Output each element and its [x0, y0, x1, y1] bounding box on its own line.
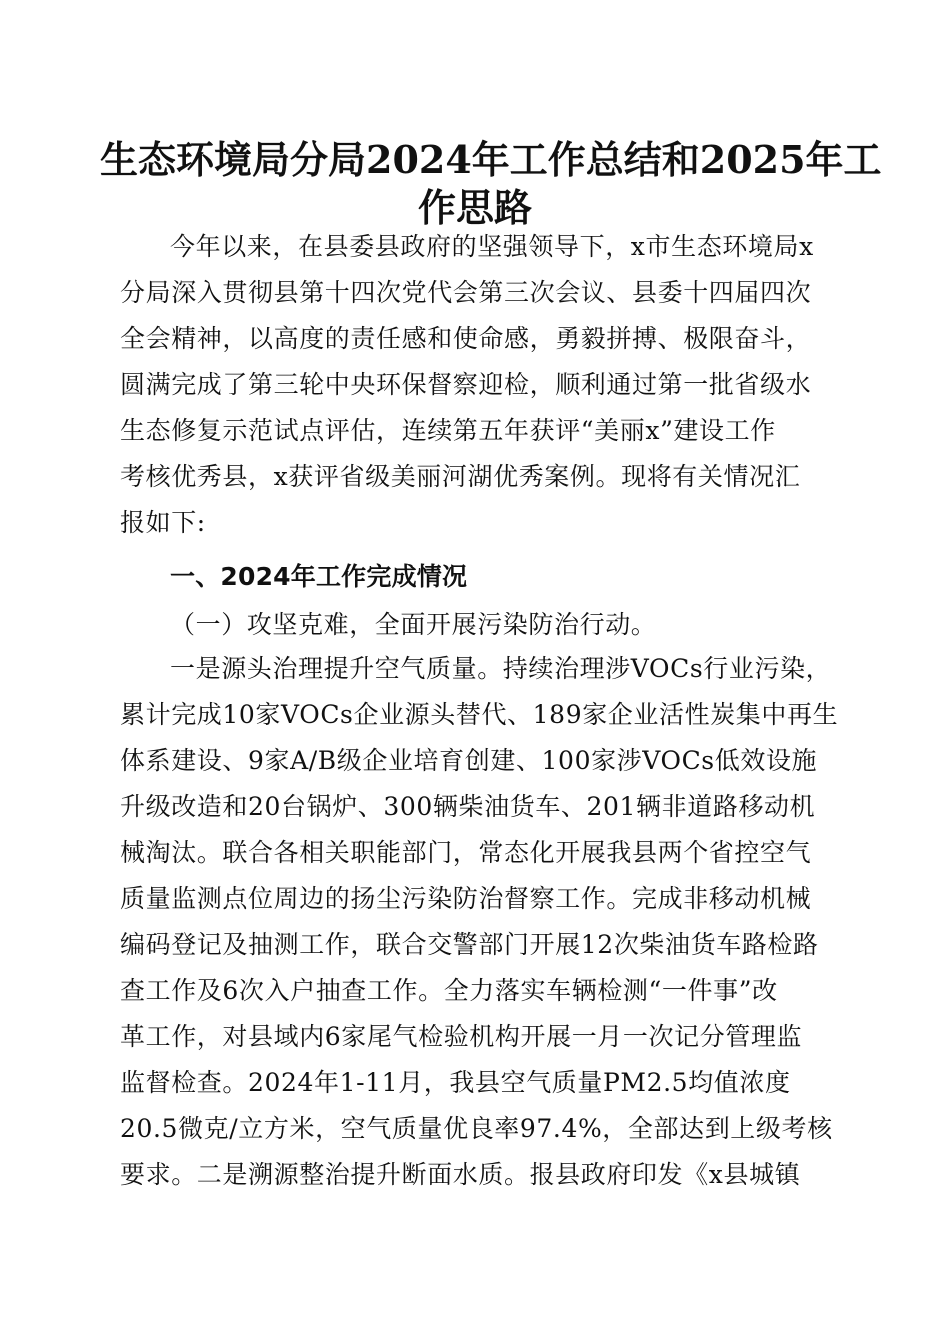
- paragraph-line: 体系建设、9家A/B级企业培育创建、100家涉VOCs低效设施: [120, 746, 818, 775]
- paragraph-line: 要求。二是溯源整治提升断面水质。报县政府印发《x县城镇: [120, 1160, 801, 1189]
- paragraph-line: 今年以来，在县委县政府的坚强领导下，x市生态环境局x: [170, 232, 814, 261]
- paragraph-line: 质量监测点位周边的扬尘污染防治督察工作。完成非移动机械: [120, 884, 812, 913]
- paragraph-line: 编码登记及抽测工作，联合交警部门开展12次柴油货车路检路: [120, 930, 819, 959]
- paragraph-line: 监督检查。2024年1-11月，我县空气质量PM2.5均值浓度: [120, 1068, 791, 1097]
- paragraph-line: 革工作，对县域内6家尾气检验机构开展一月一次记分管理监: [120, 1022, 803, 1051]
- paragraph-line: 械淘汰。联合各相关职能部门，常态化开展我县两个省控空气: [120, 838, 812, 867]
- document-title-line-2: 作思路: [417, 185, 532, 230]
- section-heading-1: 一、2024年工作完成情况: [170, 562, 468, 591]
- paragraph-line: 圆满完成了第三轮中央环保督察迎检，顺利通过第一批省级水: [120, 370, 812, 399]
- paragraph-line: 考核优秀县，x获评省级美丽河湖优秀案例。现将有关情况汇: [120, 462, 801, 491]
- subsection-heading: （一）攻坚克难，全面开展污染防治行动。: [170, 610, 657, 639]
- paragraph-line: 20.5微克/立方米，空气质量优良率97.4%，全部达到上级考核: [120, 1114, 833, 1143]
- paragraph-line: 全会精神，以高度的责任感和使命感，勇毅拼搏、极限奋斗，: [120, 324, 812, 353]
- paragraph-line: 分局深入贯彻县第十四次党代会第三次会议、县委十四届四次: [120, 278, 812, 307]
- paragraph-line: 查工作及6次入户抽查工作。全力落实车辆检测“一件事”改: [120, 976, 778, 1005]
- paragraph-line: 生态修复示范试点评估，连续第五年获评“美丽x”建设工作: [120, 416, 776, 445]
- paragraph-line: 升级改造和20台锅炉、300辆柴油货车、201辆非道路移动机: [120, 792, 816, 821]
- document-title-line-1: 生态环境局分局2024年工作总结和2025年工: [100, 137, 882, 182]
- paragraph-line: 报如下:: [120, 508, 206, 537]
- paragraph-line: 累计完成10家VOCs企业源头替代、189家企业活性炭集中再生: [120, 700, 839, 729]
- paragraph-line: 一是源头治理提升空气质量。持续治理涉VOCs行业污染，: [170, 654, 832, 683]
